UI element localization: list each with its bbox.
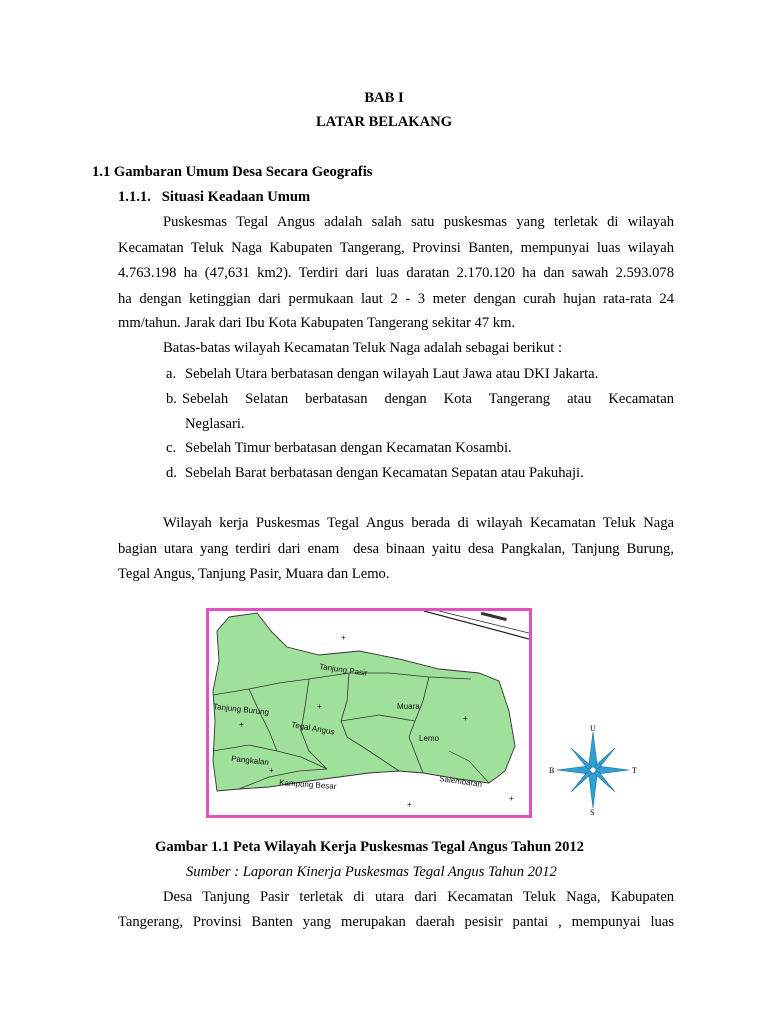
section-heading: 1.1 Gambaran Umum Desa Secara Geografis xyxy=(92,164,373,180)
list-item: Sebelah Selatan berbatasan dengan Kota Tangerang atau Kecamatan xyxy=(182,391,674,407)
svg-text:+: + xyxy=(269,766,274,775)
road-line xyxy=(424,611,529,639)
map-label: Tegal Angus xyxy=(290,720,336,737)
svg-text:+: + xyxy=(341,633,346,642)
paragraph-line: Puskesmas Tegal Angus adalah salah satu puskesmas yang terletak di wilayah xyxy=(163,214,674,230)
compass-west: B xyxy=(549,766,555,775)
paragraph-line: mm/tahun. Jarak dari Ibu Kota Kabupaten Tangerang sekitar 47 km. xyxy=(118,315,516,331)
map-label: Pangkalan xyxy=(230,754,270,767)
list-marker: b. xyxy=(166,391,177,407)
list-item: Sebelah Utara berbatasan dengan wilayah Laut Jawa atau DKI Jakarta. xyxy=(185,366,599,382)
map-label: Lemo xyxy=(419,734,440,743)
paragraph-line: Desa Tanjung Pasir terletak di utara dari Kecamatan Teluk Naga, Kabupaten xyxy=(163,889,674,905)
list-marker: d. xyxy=(166,465,177,481)
map-figure xyxy=(206,608,532,818)
paragraph-line: bagian utara yang terdiri dari enam desa binaan yaitu desa Pangkalan, Tanjung Burung, xyxy=(118,541,674,557)
map-label: Tanjung Pasir xyxy=(318,662,368,678)
paragraph-line: 4.763.198 ha (47,631 km2). Terdiri dari luas daratan 2.170.120 ha dan sawah 2.593.078 xyxy=(118,265,674,281)
figure-source: Sumber : Laporan Kinerja Puskesmas Tegal Angus Tahun 2012 xyxy=(186,864,557,880)
paragraph-line: Kecamatan Teluk Naga Kabupaten Tangerang, Provinsi Banten, mempunyai luas wilayah xyxy=(118,240,674,256)
svg-text:+: + xyxy=(239,720,244,729)
subsection-heading: 1.1.1. Situasi Keadaan Umum xyxy=(118,189,311,205)
paragraph-line: Tegal Angus, Tanjung Pasir, Muara dan Lemo. xyxy=(118,566,390,582)
map-label: Muara xyxy=(397,702,420,711)
svg-text:+: + xyxy=(407,800,412,809)
compass-east: T xyxy=(632,766,637,775)
chapter-title: LATAR BELAKANG xyxy=(315,114,453,130)
list-marker: c. xyxy=(166,440,177,456)
svg-text:+: + xyxy=(317,702,322,711)
compass-rose xyxy=(549,724,641,816)
compass-north: U xyxy=(590,724,596,733)
svg-text:+: + xyxy=(509,794,514,803)
paragraph-line: Tangerang, Provinsi Banten yang merupakan daerah pesisir pantai , mempunyai luas xyxy=(118,914,674,930)
boundaries-intro: Batas-batas wilayah Kecamatan Teluk Naga adalah sebagai berikut : xyxy=(163,340,563,356)
compass-icon xyxy=(549,724,641,816)
svg-text:+: + xyxy=(463,714,468,723)
chapter-number: BAB I xyxy=(364,90,404,106)
map-label: Kampung Besar xyxy=(278,778,337,791)
paragraph-line: Wilayah kerja Puskesmas Tegal Angus berada di wilayah Kecamatan Teluk Naga xyxy=(163,515,674,531)
paragraph-line: ha dengan ketinggian dari permukaan laut 2 - 3 meter dengan curah hujan rata-rata 24 xyxy=(118,291,674,307)
list-item-continuation: Neglasari. xyxy=(185,416,245,432)
list-item: Sebelah Barat berbatasan dengan Kecamatan Sepatan atau Pakuhaji. xyxy=(185,465,584,481)
map-label: Tanjung Burung xyxy=(212,702,270,717)
compass-south: S xyxy=(590,808,595,816)
road-marker xyxy=(481,612,507,621)
map-label: Salembaran xyxy=(438,774,483,789)
list-marker: a. xyxy=(166,366,177,382)
region-map xyxy=(209,611,529,815)
list-item: Sebelah Timur berbatasan dengan Kecamatan Kosambi. xyxy=(185,440,512,456)
figure-caption: Gambar 1.1 Peta Wilayah Kerja Puskesmas Tegal Angus Tahun 2012 xyxy=(155,839,584,855)
